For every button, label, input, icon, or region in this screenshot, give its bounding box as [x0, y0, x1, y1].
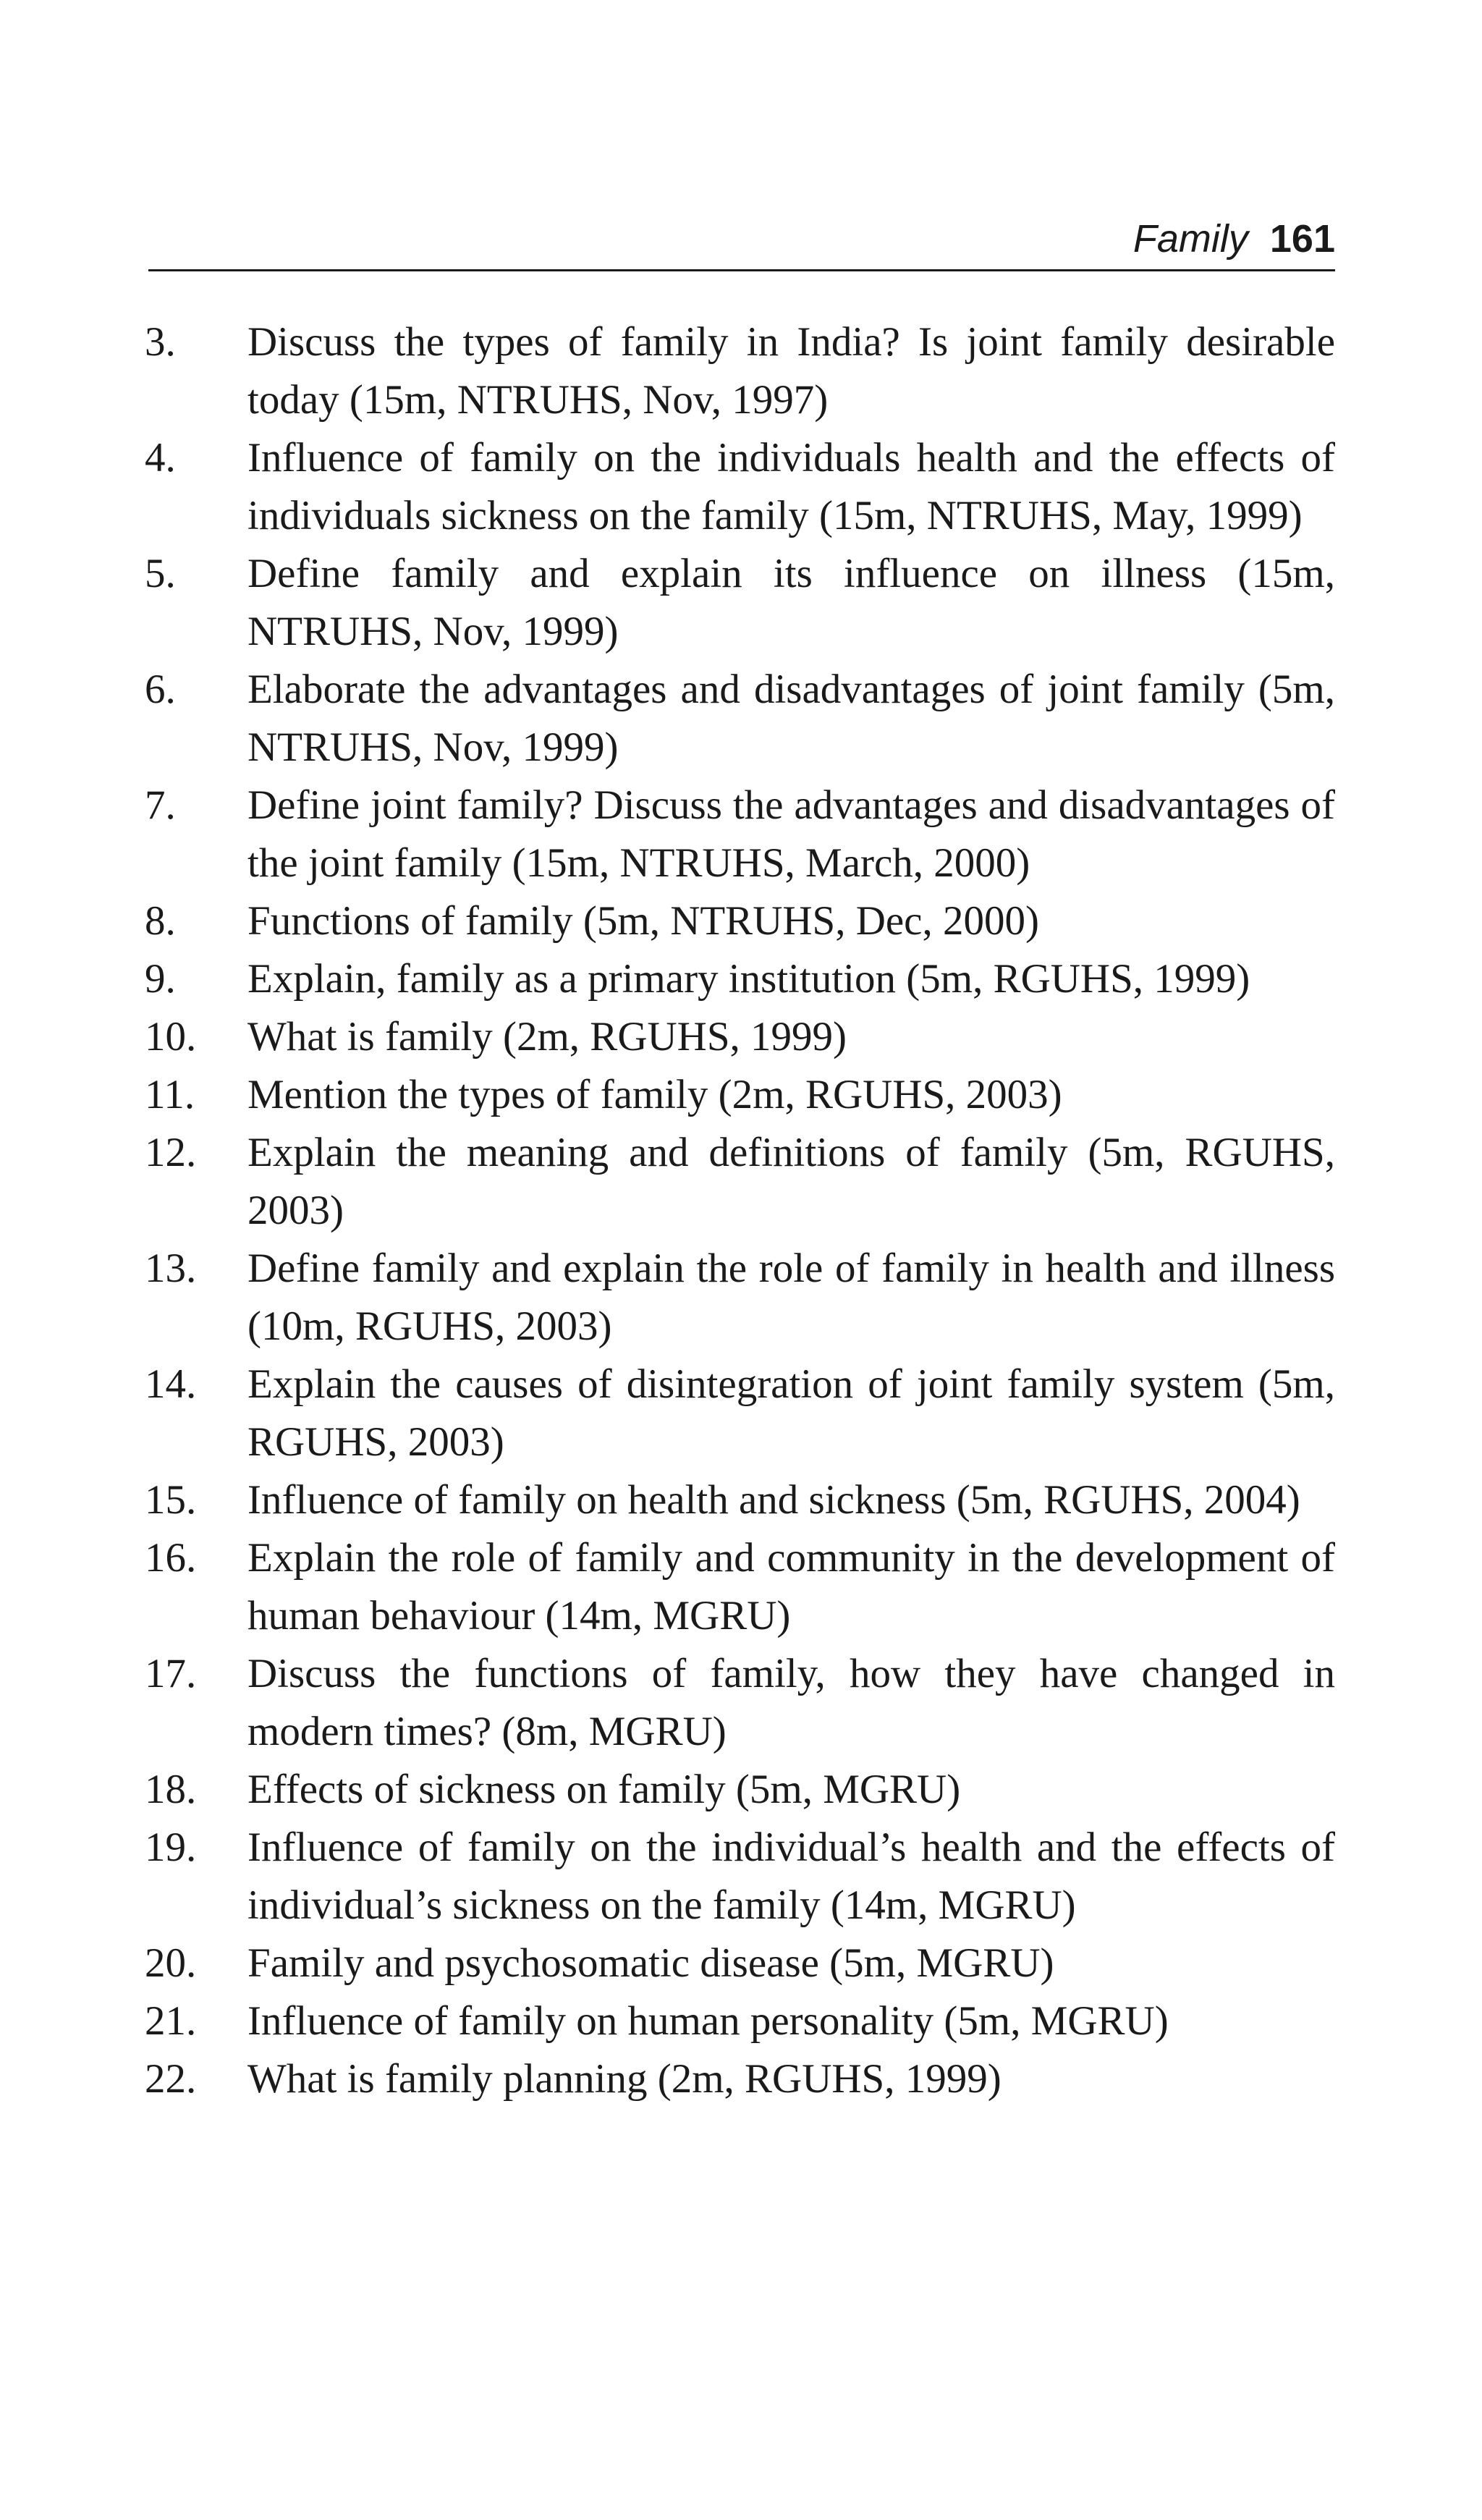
item-number: 19.	[145, 1825, 197, 1870]
item-text: Elaborate the advantages and disadvantages of joint family (5m, NTRUHS, Nov, 1999)	[247, 667, 1335, 770]
item-number: 22.	[145, 2056, 197, 2102]
list-item	[145, 1761, 1335, 1819]
list-item	[145, 429, 1335, 545]
list-item	[145, 950, 1335, 1008]
list-item	[145, 2050, 1335, 2108]
list-item	[145, 661, 1335, 777]
list-item	[145, 1066, 1335, 1124]
item-text: Discuss the types of family in India? Is joint family desirable today (15m, NTRUHS, Nov, 1997)	[247, 319, 1335, 423]
item-text: Explain the meaning and definitions of family (5m, RGUHS, 2003)	[247, 1130, 1335, 1233]
section-title: Family	[1132, 217, 1248, 261]
item-number: 9.	[145, 956, 176, 1002]
list-item	[145, 1240, 1335, 1356]
item-text: Influence of family on the individual’s health and the effects of individual’s sickness on the family (14m, MGRU)	[247, 1825, 1335, 1928]
item-text: Explain the causes of disintegration of joint family system (5m, RGUHS, 2003)	[247, 1361, 1335, 1465]
list-item	[145, 1645, 1335, 1761]
list-item	[145, 777, 1335, 892]
item-number: 8.	[145, 898, 176, 944]
item-text: Discuss the functions of family, how they have changed in modern times? (8m, MGRU)	[247, 1651, 1335, 1754]
item-number: 4.	[145, 435, 176, 481]
item-text: Define joint family? Discuss the advantages and disadvantages of the joint family (15m, NTRUHS, March, 2000)	[247, 782, 1335, 886]
item-number: 18.	[145, 1767, 197, 1812]
list-item	[145, 892, 1335, 950]
item-text: Explain the role of family and community in the development of human behaviour (14m, MGRU)	[247, 1535, 1335, 1639]
item-text: Effects of sickness on family (5m, MGRU)	[247, 1767, 961, 1812]
list-item	[145, 1008, 1335, 1066]
list-item	[145, 1471, 1335, 1529]
list-item	[145, 1819, 1335, 1935]
item-text: Functions of family (5m, NTRUHS, Dec, 2000)	[247, 898, 1039, 944]
item-text: Mention the types of family (2m, RGUHS, 2003)	[247, 1072, 1062, 1117]
item-text: Family and psychosomatic disease (5m, MGRU)	[247, 1940, 1054, 1986]
item-number: 7.	[145, 782, 176, 828]
item-number: 11.	[145, 1072, 195, 1117]
list-item	[145, 1529, 1335, 1645]
page-number: 161	[1269, 217, 1335, 261]
item-text: What is family (2m, RGUHS, 1999)	[247, 1014, 847, 1060]
item-text: Define family and explain its influence on illness (15m, NTRUHS, Nov, 1999)	[247, 551, 1335, 654]
running-head	[148, 210, 1335, 268]
item-text: Define family and explain the role of family in health and illness (10m, RGUHS, 2003)	[247, 1246, 1335, 1349]
question-list	[145, 313, 1335, 2108]
item-number: 12.	[145, 1130, 197, 1175]
item-text: Influence of family on human personality (5m, MGRU)	[247, 1998, 1169, 2044]
list-item	[145, 1356, 1335, 1471]
item-number: 21.	[145, 1998, 197, 2044]
item-number: 17.	[145, 1651, 197, 1696]
list-item	[145, 1935, 1335, 1992]
item-text: Influence of family on health and sickness (5m, RGUHS, 2004)	[247, 1477, 1300, 1523]
item-number: 5.	[145, 551, 176, 596]
list-item	[145, 313, 1335, 429]
item-number: 16.	[145, 1535, 197, 1581]
item-number: 3.	[145, 319, 176, 365]
item-number: 6.	[145, 667, 176, 712]
item-text: Explain, family as a primary institution (5m, RGUHS, 1999)	[247, 956, 1250, 1002]
list-item	[145, 1992, 1335, 2050]
header-rule	[148, 269, 1335, 271]
list-item	[145, 1124, 1335, 1240]
item-text: Influence of family on the individuals health and the effects of individuals sickness on the family (15m, NTRUHS, May, 1999)	[247, 435, 1335, 538]
item-text: What is family planning (2m, RGUHS, 1999)	[247, 2056, 1002, 2102]
item-number: 10.	[145, 1014, 197, 1060]
item-number: 15.	[145, 1477, 197, 1523]
item-number: 13.	[145, 1246, 197, 1291]
list-item	[145, 545, 1335, 661]
item-number: 20.	[145, 1940, 197, 1986]
item-number: 14.	[145, 1361, 197, 1407]
